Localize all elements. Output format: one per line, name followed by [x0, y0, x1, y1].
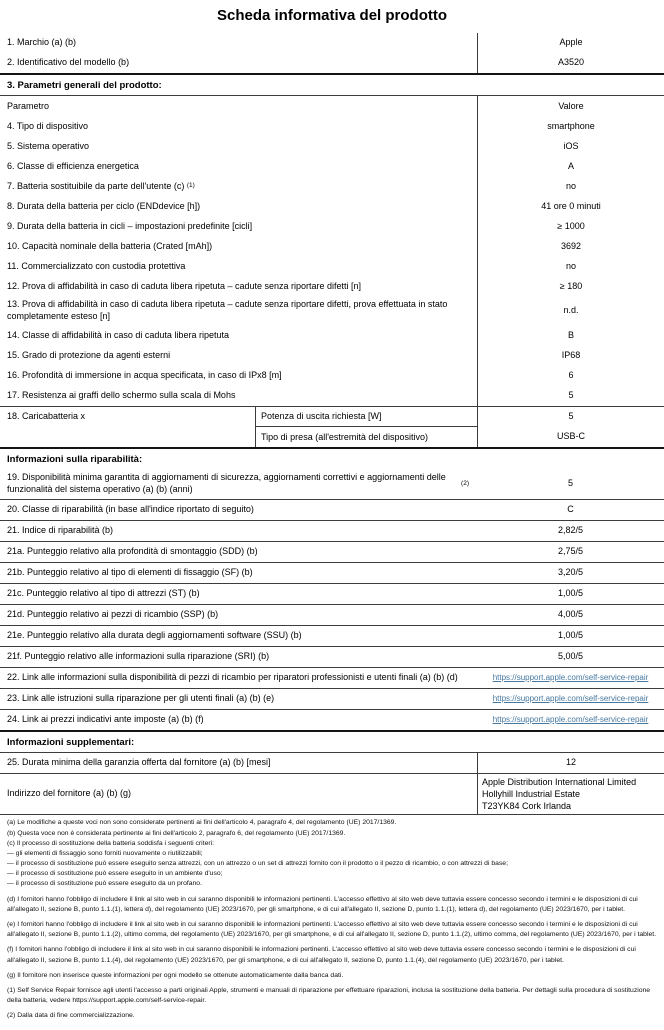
param-row-battery-endurance: 8. Durata della batteria per ciclo (ENDdevice [h]) 41 ore 0 minuti [0, 196, 664, 216]
page-title: Scheda informativa del prodotto [216, 7, 448, 24]
repair-instructions-link[interactable]: https://support.apple.com/self-service-repair [492, 693, 649, 703]
footnote-c-criterion: — gli elementi di fissaggio sono forniti nuovamente o riutilizzabili; [7, 849, 203, 857]
footnote-e: (e) I fornitori hanno l'obbligo di includere il link al sito web in cui saranno disponibili le informazioni pertinenti. L'accesso effettivo al sito web deve tuttavia essere concesso secondo i termini e le disposizioni di cui all'allegato II, sezione B, punto 1.1.(2), ultimo comma, del regolamento (UE) 2023/1670, per gli smartphone, e di cui all'allegato II, sezione D, punto 1.1.(2), ultimo comma, del regolamento (UE) 2023/1670, per i tablet. [7, 921, 657, 939]
param-row-mohs-scratch: 17. Resistenza ai graffi dello schermo sulla scala di Mohs 5 [0, 386, 664, 406]
footnote-d: (d) I fornitori hanno l'obbligo di includere il link al sito web in cui saranno disponibili le informazioni pertinenti. L'accesso effettivo al sito web deve tuttavia essere concesso secondo i termini e le disposizioni di cui all'allegato II, sezione B, punto 1.1.(1), lettera d), del regolamento (UE) 2023/1670, per gli smartphone, e di cui all'allegato II, sezione D, punto 1.1.(1), lettera d), del regolamento (UE) 2023/1670, per i tablet. [7, 895, 638, 913]
repair-row-ssp: 21d. Punteggio relativo ai pezzi di ricambio (SSP) (b) 4,00/5 [0, 605, 664, 626]
link-row-repair-instructions: 23. Link alle istruzioni sulla riparazione per gli utenti finali (a) (b) (e) https://support.apple.com/self-service-repair [0, 689, 664, 710]
section-header-repairability: Informazioni sulla riparabilità: [0, 447, 664, 469]
param-row-device-type: 4. Tipo di dispositivo smartphone [0, 116, 664, 136]
param-row-user-replaceable-battery: 7. Batteria sostituibile da parte dell'utente (c) (1) no [0, 176, 664, 196]
brand-row [0, 33, 664, 53]
footnote-g: (g) Il fornitore non inserisce queste informazioni per ogni modello se ottenute automaticamente dalla banca dati. [7, 971, 344, 979]
link-row-spare-parts: 22. Link alle informazioni sulla disponibilità di pezzi di ricambio per riparatori professionisti e utenti finali (a) (b) (d) https://support.apple.com/self-service-repair [0, 668, 664, 689]
footnote-c-criterion: — il processo di sostituzione può essere eseguito in un ambiente d'uso; [7, 870, 223, 878]
repair-row-updates: 19. Disponibilità minima garantita di aggiornamenti di sicurezza, aggiornamenti correttivi e aggiornamenti delle funzionalità del sistema operativo (a) (b) (anni) (2) 5 [0, 469, 664, 499]
link-row-prices: 24. Link ai prezzi indicativi ante imposte (a) (b) (f) https://support.apple.com/self-service-repair [7, 713, 649, 724]
repair-row-class: 20. Classe di riparabilità (in base all'indice riportato di seguito) C [0, 500, 664, 521]
model-label: 2. Identificativo del modello (b) [7, 57, 130, 68]
supplier-address [477, 774, 664, 814]
repair-row-index: 21. Indice di riparabilità (b) 2,82/5 [0, 521, 664, 542]
footnote-f: (f) I fornitori hanno l'obbligo di includere il link al sito web in cui saranno disponibili le informazioni pertinenti. L'accesso effettivo al sito web deve tuttavia essere concesso secondo i termini e le disposizioni di cui all'allegato II, sezione B, punto 1.1.(4), del regolamento (UE) 2023/1670, per gli smartphone, e di cui all'allegato II, sezione D, punto 1.1.(4), del regolamento (UE) 2023/1670, per i tablet. [7, 946, 636, 964]
param-row-battery-cycles: 9. Durata della batteria in cicli – impostazioni predefinite [cicli] ≥ 1000 [0, 216, 664, 236]
param-row-protective-case: 11. Commercializzato con custodia protettiva no [0, 256, 664, 276]
section-header-general: 3. Parametri generali del prodotto: [0, 73, 664, 96]
param-row-drop-test: 12. Prova di affidabilità in caso di caduta libera ripetuta – cadute senza riportare difetti [n] ≥ 180 [0, 276, 664, 296]
footnote-1: (1) Self Service Repair fornisce agli utenti l'accesso a parti originali Apple, strumenti e manuali di riparazione per effettuare riparazioni, inclusa la sostituzione della batteria. Per dettagli sulla procedura di sostituzione della batteria, vedere https://support.apple.com/self-service-repair. [7, 986, 651, 1005]
param-row-ingress-protection: 15. Grado di protezione da agenti esterni IP68 [0, 346, 664, 366]
param-row-drop-test-extended: 13. Prova di affidabilità in caso di caduta libera ripetuta – cadute senza riportare difetti, prova effettuata in stato completamente esteso [n] n.d. [0, 296, 664, 325]
column-header-row [0, 96, 664, 116]
warranty-row: 25. Durata minima della garanzia offerta dal fornitore (a) (b) [mesi] 12 [0, 753, 664, 774]
footnote-a: (a) Le modifiche a queste voci non sono considerate pertinenti ai fini dell'articolo 4, paragrafo 4, del regolamento (UE) 2017/1369. [7, 819, 397, 827]
model-row [0, 53, 664, 73]
footnote-b: (b) Questa voce non è considerata pertinente ai fini dell'articolo 2, paragrafo 6, del regolamento (UE) 2017/1369. [7, 829, 346, 837]
model-value: A3520 [477, 53, 664, 73]
footnote-2: (2) Dalla data di fine commercializzazione. [7, 1012, 135, 1020]
column-header-param: Parametro [7, 100, 50, 111]
brand-value: Apple [477, 33, 664, 53]
param-row-immersion-depth: 16. Profondità di immersione in acqua specificata, in caso di IPx8 [m] 6 [0, 366, 664, 386]
repair-row-st: 21c. Punteggio relativo al tipo di attrezzi (ST) (b) 1,00/5 [0, 584, 664, 605]
footnote-c-criterion: — il processo di sostituzione può essere eseguito senza attrezzi, con un attrezzo o un set di attrezzi fornito con il prodotto o il pezzo di ricambio, o con attrezzi di base; [7, 860, 508, 868]
supplier-address-line: Apple Distribution International Limited [482, 776, 637, 787]
repair-row-sdd: 21a. Punteggio relativo alla profondità di smontaggio (SDD) (b) 2,75/5 [0, 542, 664, 563]
repair-row-sf: 21b. Punteggio relativo al tipo di elementi di fissaggio (SF) (b) 3,20/5 [0, 563, 664, 584]
repair-row-ssu: 21e. Punteggio relativo alla durata degli aggiornamenti software (SSU) (b) 1,00/5 [0, 626, 664, 647]
charger-row [0, 406, 664, 447]
supplier-address-line: T23YK84 Cork Irlanda [482, 801, 572, 812]
brand-label: 1. Marchio (a) (b) [7, 37, 77, 48]
section-header-supplementary: Informazioni supplementari: [0, 730, 664, 753]
column-header-value: Valore [477, 96, 664, 116]
indicative-prices-link[interactable]: https://support.apple.com/self-service-repair [492, 714, 649, 724]
param-row-energy-class: 6. Classe di efficienza energetica A [0, 156, 664, 176]
charger-port-subrow: Tipo di presa (all'estremità del dispositivo) USB-C [255, 427, 664, 447]
spare-parts-link[interactable]: https://support.apple.com/self-service-repair [492, 672, 649, 682]
footnote-c-criterion: — il processo di sostituzione può essere eseguito da un profano. [7, 880, 202, 888]
supplier-address-row: Indirizzo del fornitore (a) (b) (g) Apple Distribution International Limited Hollyhill Industrial Estate T23YK84 Cork Irlanda [0, 774, 664, 815]
footnotes [0, 815, 664, 1029]
footnote-c: (c) Il processo di sostituzione della batteria soddisfa i seguenti criteri: [7, 839, 215, 847]
supplier-address-line: Hollyhill Industrial Estate [482, 789, 581, 800]
charger-power-subrow: Potenza di uscita richiesta [W] 5 [255, 407, 664, 427]
repair-row-sri: 21f. Punteggio relativo alle informazioni sulla riparazione (SRI) (b) 5,00/5 [0, 647, 664, 668]
charger-label: 18. Caricabatteria x [7, 410, 86, 421]
param-row-os: 5. Sistema operativo iOS [0, 136, 664, 156]
param-row-drop-class: 14. Classe di affidabilità in caso di caduta libera ripetuta B [0, 326, 664, 346]
param-row-battery-capacity: 10. Capacità nominale della batteria (Crated [mAh]) 3692 [0, 236, 664, 256]
